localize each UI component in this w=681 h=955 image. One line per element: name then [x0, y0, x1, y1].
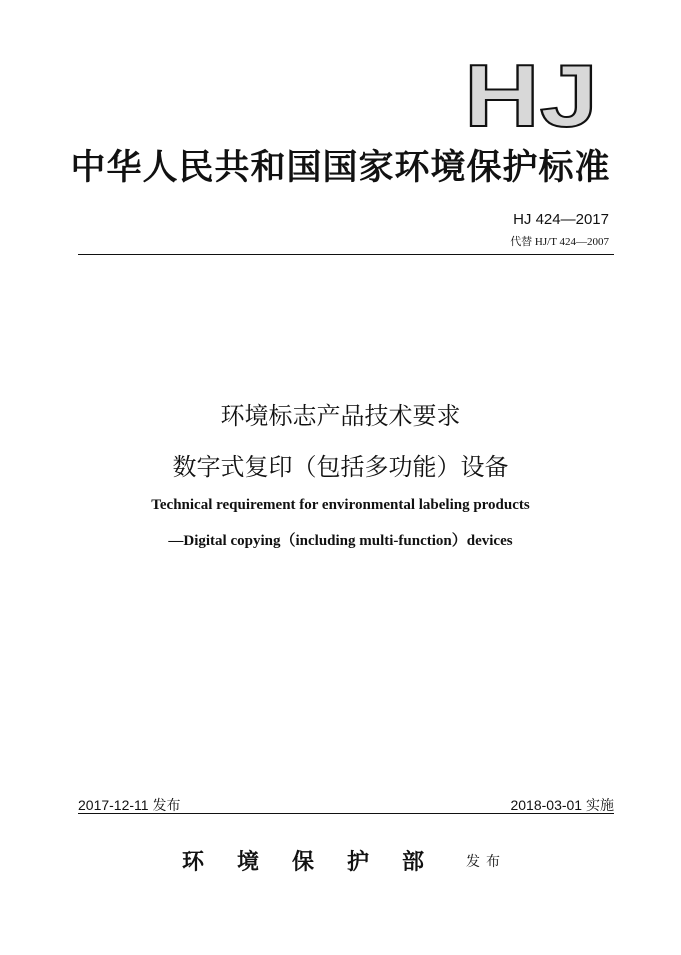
issue-date: 2017-12-11 发布 — [78, 797, 181, 813]
standard-category-title: 中华人民共和国国家环境保护标准 — [70, 147, 611, 188]
footer-divider — [78, 813, 614, 814]
english-title-line-1: Technical requirement for environmental labeling products — [151, 497, 530, 513]
hj-logo-text: HJ — [464, 56, 598, 130]
publish-label: 发布 — [466, 854, 506, 870]
chinese-title-line-2: 数字式复印（包括多功能）设备 — [172, 453, 509, 481]
implementation-date: 2018-03-01 实施 — [510, 797, 614, 813]
chinese-title-line-1: 环境标志产品技术要求 — [220, 402, 461, 430]
publisher-name: 环境保护部 — [182, 849, 458, 875]
english-title-line-2: —Digital copying（including multi-function）devices — [168, 533, 513, 549]
standard-code: HJ 424—2017 — [513, 211, 609, 228]
replaces-standard: 代替 HJ/T 424—2007 — [510, 236, 609, 248]
hj-logo — [462, 56, 600, 130]
header-divider — [78, 254, 614, 255]
